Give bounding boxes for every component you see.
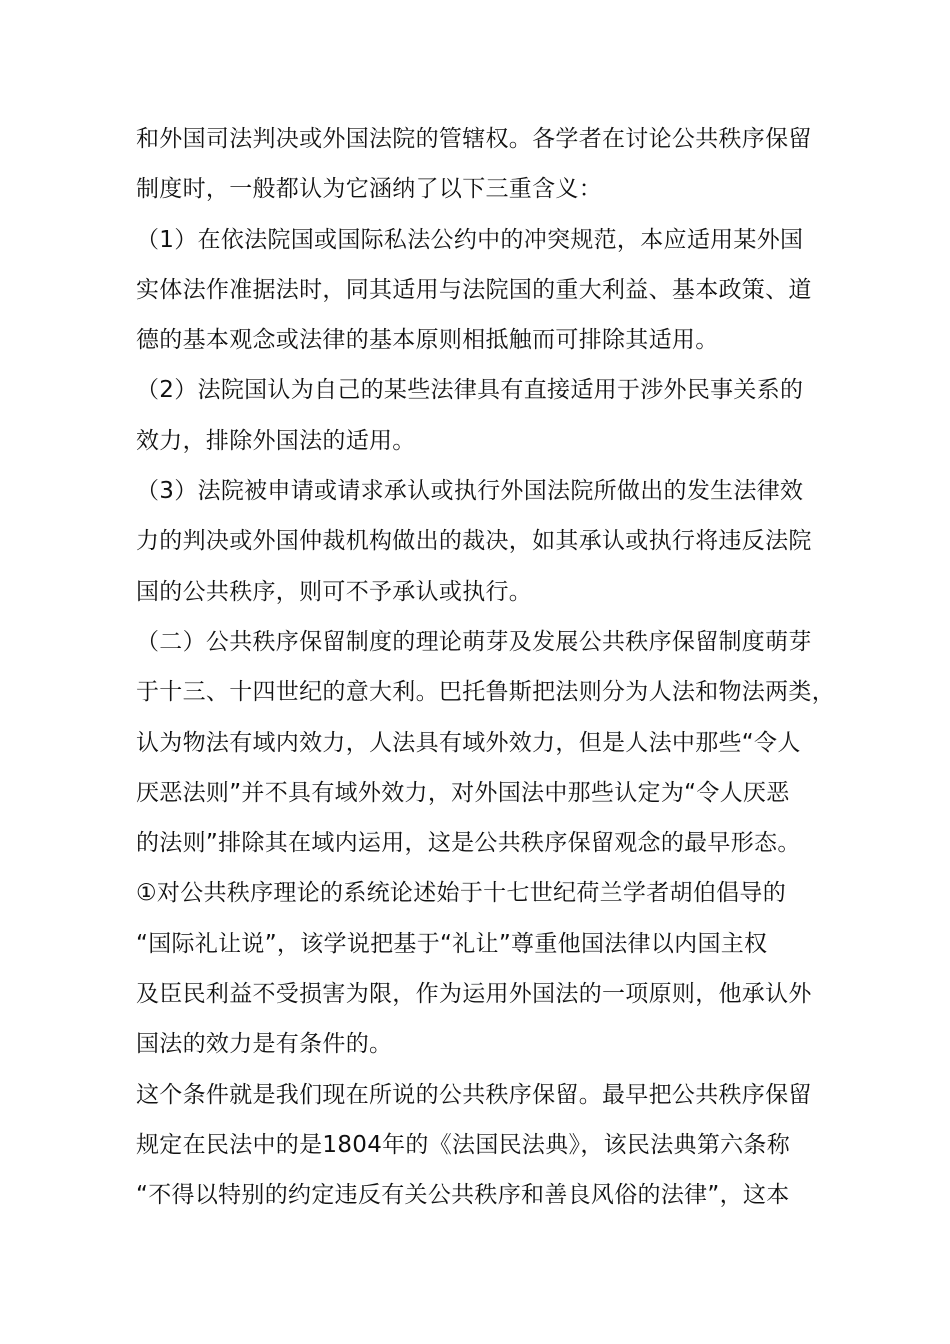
text-line: 这个条件就是我们现在所说的公共秩序保留。最早把公共秩序保留 bbox=[136, 1081, 812, 1108]
text-line: 的法则”排除其在域内运用，这是公共秩序保留观念的最早形态。 bbox=[136, 830, 801, 857]
text-line: 制度时，一般都认为它涵纳了以下三重含义： bbox=[136, 176, 602, 203]
text-line: （二）公共秩序保留制度的理论萌芽及发展公共秩序保留制度萌芽 bbox=[136, 628, 812, 655]
text-line: 规定在民法中的是1804年的《法国民法典》，该民法典第六条称 bbox=[136, 1131, 791, 1158]
text-line: 力的判决或外国仲裁机构做出的裁决，如其承认或执行将违反法院 bbox=[136, 528, 812, 555]
text-line: 实体法作准据法时，同其适用与法院国的重大利益、基本政策、道 bbox=[136, 276, 812, 303]
text-line: 德的基本观念或法律的基本原则相抵触而可排除其适用。 bbox=[136, 327, 719, 354]
text-line: （1）在依法院国或国际私法公约中的冲突规范，本应适用某外国 bbox=[136, 226, 804, 253]
text-line: 于十三、十四世纪的意大利。巴托鲁斯把法则分为人法和物法两类， bbox=[136, 679, 835, 706]
text-line: 和外国司法判决或外国法院的管辖权。各学者在讨论公共秩序保留 bbox=[136, 126, 812, 152]
text-line: 认为物法有域内效力，人法具有域外效力，但是人法中那些“令人 bbox=[136, 729, 801, 756]
text-line: 国的公共秩序，则可不予承认或执行。 bbox=[136, 578, 533, 605]
document-body bbox=[136, 114, 836, 1221]
text-line: 厌恶法则”并不具有域外效力，对外国法中那些认定为“令人厌恶 bbox=[136, 779, 790, 806]
text-line: “不得以特别的约定违反有关公共秩序和善良风俗的法律”，这本 bbox=[136, 1182, 790, 1209]
text-line: 国法的效力是有条件的。 bbox=[136, 1031, 393, 1058]
text-line: 效力，排除外国法的适用。 bbox=[136, 427, 416, 454]
text-line: “国际礼让说”，该学说把基于“礼让”尊重他国法律以内国主权 bbox=[136, 930, 768, 957]
text-line: 及臣民利益不受损害为限，作为运用外国法的一项原则，他承认外 bbox=[136, 981, 812, 1008]
text-line: （3）法院被申请或请求承认或执行外国法院所做出的发生法律效 bbox=[136, 478, 804, 505]
text-line: （2）法院国认为自己的某些法律具有直接适用于涉外民事关系的 bbox=[136, 377, 804, 404]
text-line: ①对公共秩序理论的系统论述始于十七世纪荷兰学者胡伯倡导的 bbox=[136, 880, 787, 907]
